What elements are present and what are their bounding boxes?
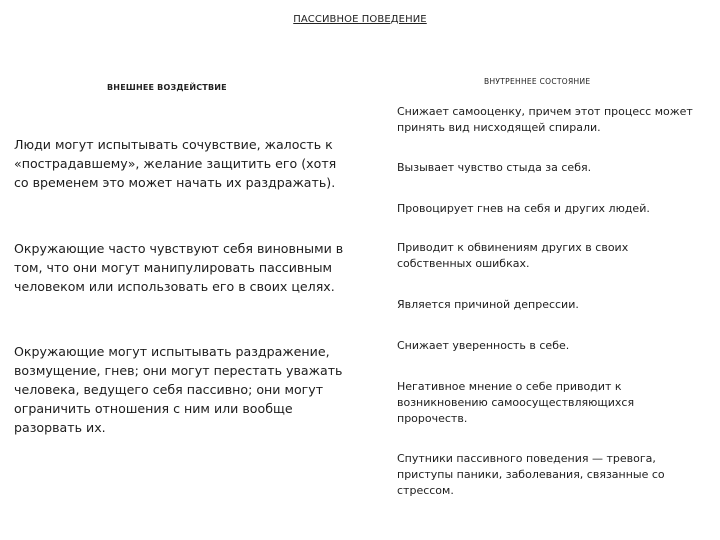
internal-state-item-4: Приводит к обвинениям других в своих собственных ошибках. bbox=[397, 241, 629, 270]
external-effect-item-3: Окружающие могут испытывать раздражение, возмущение, гнев; они могут перестать уважать человека, ведущего себя пассивно; они могут ограничить отношения с ним или вообще разорвать их. bbox=[14, 344, 343, 435]
internal-state-item-2: Вызывает чувство стыда за себя. bbox=[397, 161, 592, 174]
external-effect-item-1: Люди могут испытывать сочувствие, жалость к «пострадавшему», желание защитить его (хотя со временем это может начать их раздражать). bbox=[14, 137, 337, 190]
page-title: ПАССИВНОЕ ПОВЕДЕНИЕ bbox=[293, 14, 427, 25]
internal-state-item-1: Снижает самооценку, причем этот процесс может принять вид нисходящей спирали. bbox=[397, 105, 693, 134]
internal-state-item-6: Снижает уверенность в себе. bbox=[397, 339, 570, 352]
internal-state-item-7: Негативное мнение о себе приводит к возникновению самоосуществляющихся пророчеств. bbox=[397, 380, 635, 425]
internal-state-item-8: Спутники пассивного поведения — тревога, приступы паники, заболевания, связанные со стрессом. bbox=[397, 452, 665, 497]
internal-state-item-3: Провоцирует гнев на себя и других людей. bbox=[397, 202, 650, 215]
right-column-heading: ВНУТРЕННЕЕ СОСТОЯНИЕ bbox=[484, 77, 591, 86]
left-column-heading: ВНЕШНЕЕ ВОЗДЕЙСТВИЕ bbox=[107, 83, 227, 92]
internal-state-item-5: Является причиной депрессии. bbox=[397, 298, 579, 311]
external-effect-item-2: Окружающие часто чувствуют себя виновными в том, что они могут манипулировать пассивным человеком или использовать его в своих целях. bbox=[14, 241, 344, 294]
